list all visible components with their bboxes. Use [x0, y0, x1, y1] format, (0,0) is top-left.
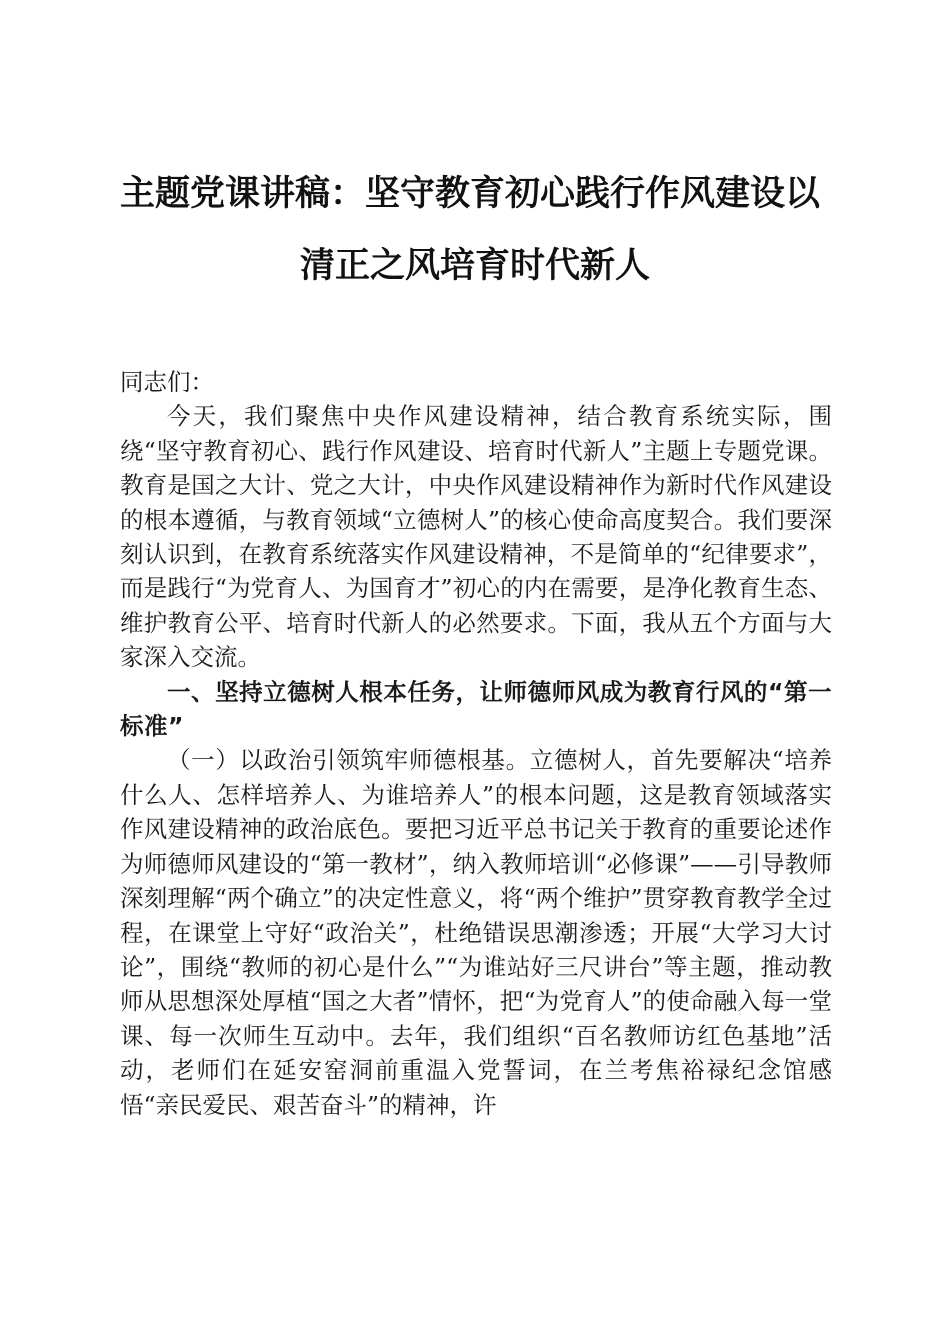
salutation: 同志们： [120, 368, 214, 396]
subsection-1-paragraph [120, 743, 832, 1121]
section-1-heading: 一、坚持立德树人根本任务，让师德师风成为教育行风的“第一标准” [120, 677, 832, 741]
subsection-1-body: 立德树人，首先要解决“培养什么人、怎样培养人、为谁培养人”的根本问题，这是教育领域落实作风建设精神的政治底色。要把习近平总书记关于教育的重要论述作为师德师风建设的“第一教材”，纳入教师培训“必修课”——引导教师深刻理解“两个确立”的决定性意义，将“两个维护”贯穿教育教学全过程，在课堂上守好“政治关”，杜绝错误思潮渗透；开展“大学习大讨论”，围绕“教师的初心是什么”“为谁站好三尺讲台”等主题，推动教师从思想深处厚植“国之大者”情怀，把“为党育人”的使命融入每一堂课、每一次师生互动中。去年，我们组织“百名教师访红色基地”活动，老师们在延安窑洞前重温入党誓词，在兰考焦裕禄纪念馆感悟“亲民爱民、艰苦奋斗”的精神，许 [120, 746, 833, 1119]
title-line-1: 主题党课讲稿：坚守教育初心践行作风建设以 [120, 173, 821, 214]
document-body [120, 365, 832, 1122]
document-title [100, 158, 850, 302]
subsection-1-lead: （一）以政治引领筑牢师德根基。 [167, 746, 530, 775]
title-line-2: 清正之风培育时代新人 [299, 245, 650, 286]
intro-paragraph: 今天，我们聚焦中央作风建设精神，结合教育系统实际，围绕“坚守教育初心、践行作风建设、培育时代新人”主题上专题党课。教育是国之大计、党之大计，中央作风建设精神作为新时代作风建设的根本遵循，与教育领域“立德树人”的核心使命高度契合。我们要深刻认识到，在教育系统落实作风建设精神，不是简单的“纪律要求”，而是践行“为党育人、为国育才”初心的内在需要，是净化教育生态、维护教育公平、培育时代新人的必然要求。下面，我从五个方面与大家深入交流。 [120, 402, 832, 672]
